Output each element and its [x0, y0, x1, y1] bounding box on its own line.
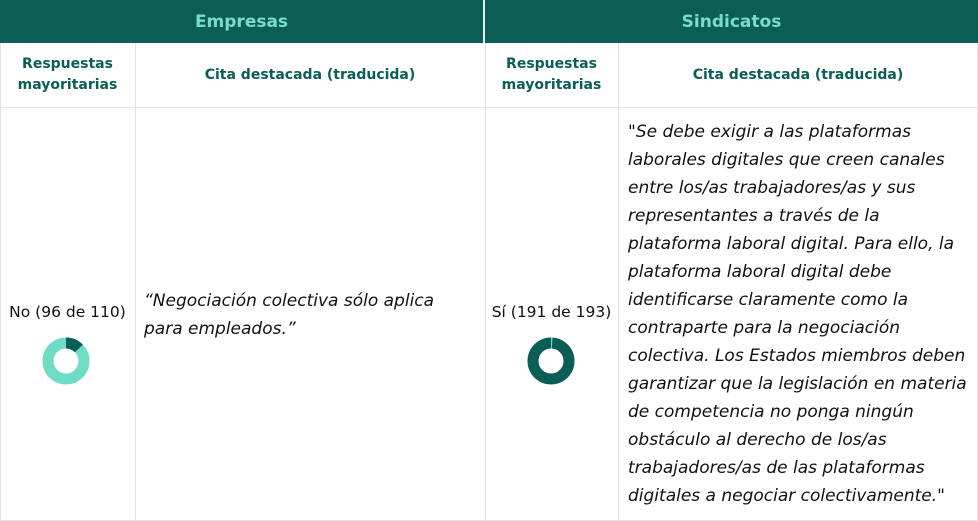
donut-main-segment — [533, 343, 569, 379]
donut-minor-segment — [66, 343, 79, 348]
col-header-label: Cita destacada (traducida) — [692, 66, 904, 83]
col-header-sindicatos-responses — [485, 43, 618, 107]
col-header-label: Respuestas mayoritarias — [501, 56, 602, 93]
row-divider — [0, 107, 978, 108]
col-header-label: Cita destacada (traducida) — [204, 66, 416, 83]
group-header-sindicatos-label: Sindicatos — [681, 11, 782, 32]
col-header-empresas-quote — [135, 43, 485, 107]
sindicatos-quote: "Se debe exigir a las plataformas laborales digitales que creen canales entre los/as trabajadores/as y sus representantes a través de la plataforma laboral digital. Para ello, la plataforma laboral digital debe identificarse claramente como la contraparte para la negociación colectiva. Los Estados miembros deben garantizar que la legislación en materia de competencia no ponga ningún obstáculo al derecho de los/as trabajadores/as de las plataformas digitales a negociar colectivamente." — [628, 122, 967, 506]
border-left — [0, 43, 1, 521]
empresas-donut-chart — [41, 336, 91, 386]
group-header-empresas-label: Empresas — [194, 11, 289, 32]
group-header-empresas — [0, 0, 485, 43]
group-header-sindicatos — [485, 0, 978, 43]
col-divider — [618, 43, 619, 521]
col-header-sindicatos-quote — [618, 43, 978, 107]
col-header-empresas-responses — [0, 43, 135, 107]
sindicatos-donut-chart — [526, 336, 576, 386]
empresas-response-text: No (96 de 110) — [9, 303, 126, 321]
col-divider — [485, 43, 486, 521]
empresas-quote: “Negociación colectiva sólo aplica para empleados.” — [144, 291, 435, 339]
col-divider — [135, 43, 136, 521]
sindicatos-response-text: Sí (191 de 193) — [491, 303, 612, 321]
col-header-label: Respuestas mayoritarias — [17, 56, 118, 93]
